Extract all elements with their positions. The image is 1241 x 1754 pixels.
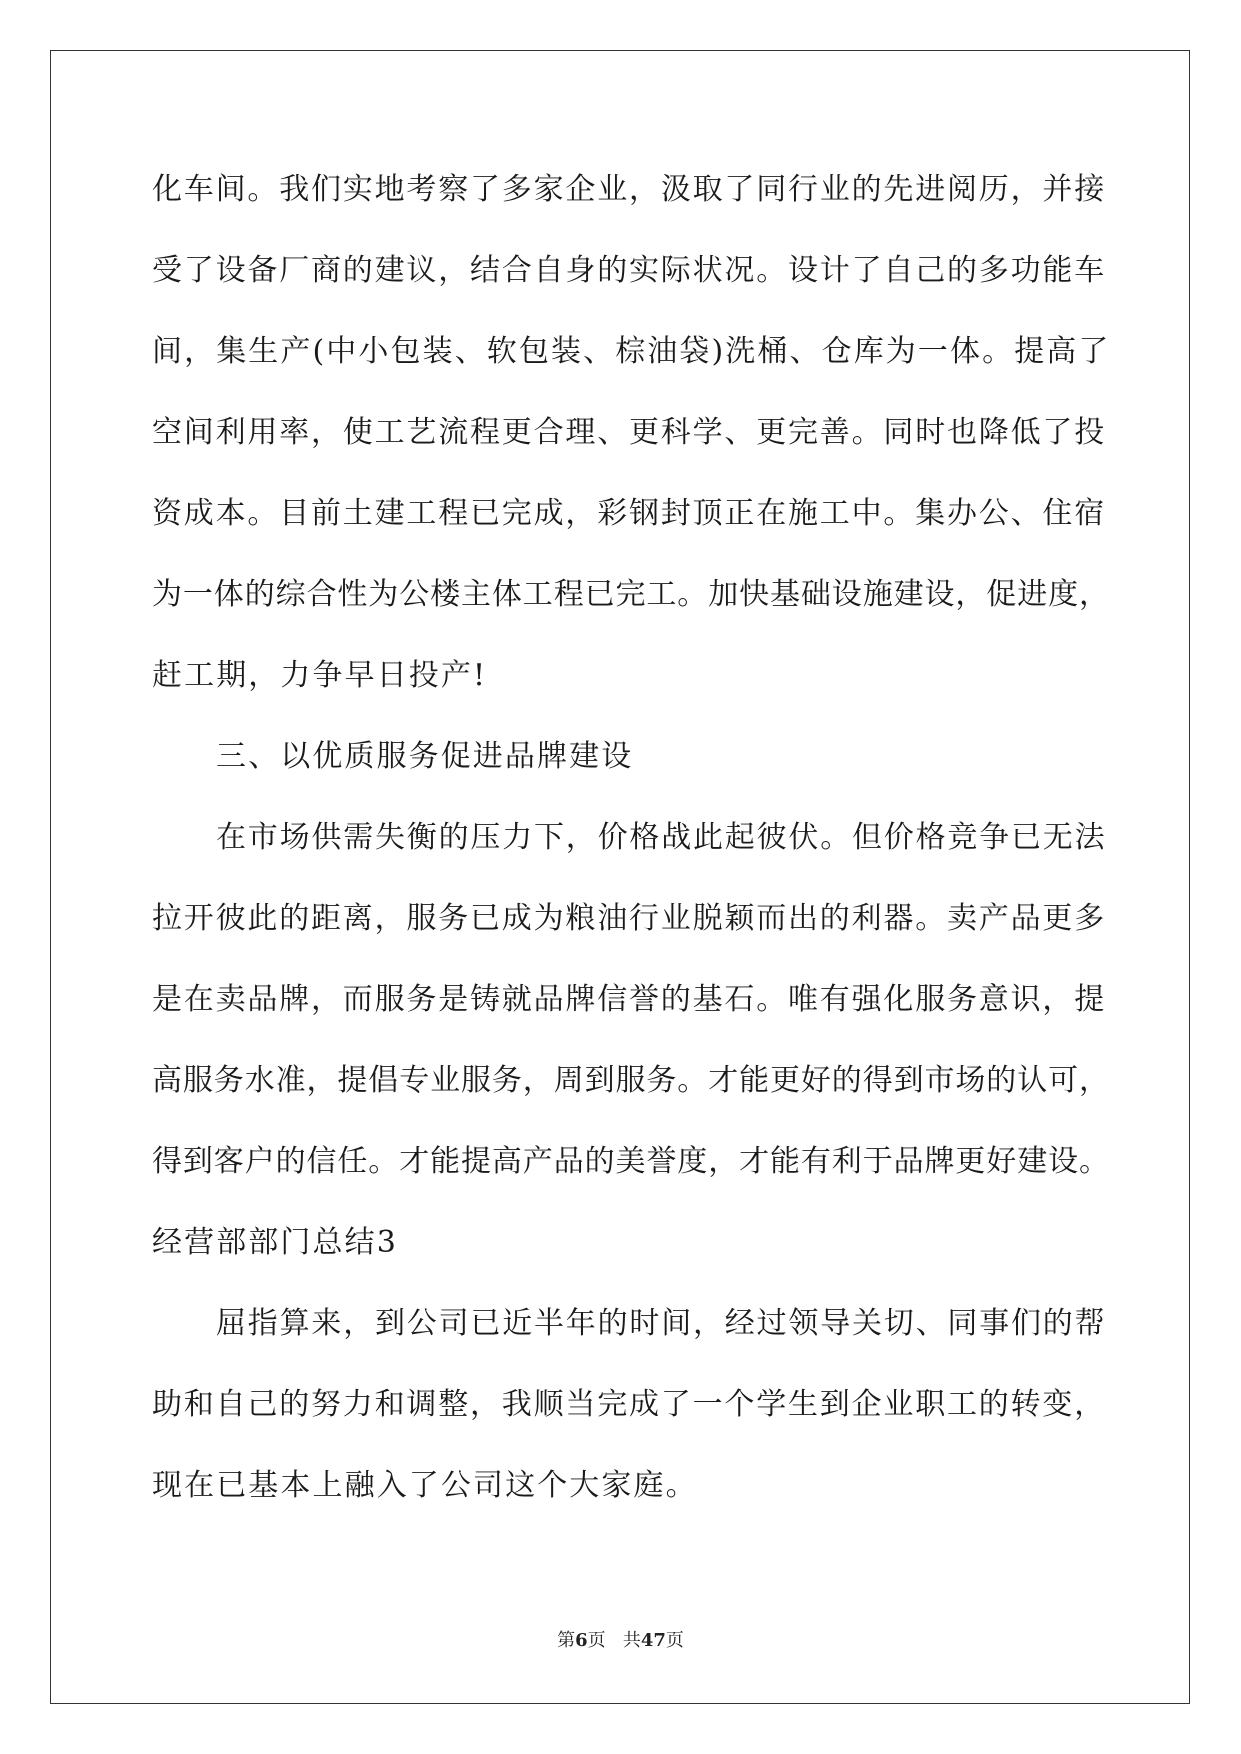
- text-line: 资成本。目前土建工程已完成，彩钢封顶正在施工中。集办公、住宿: [152, 496, 1106, 531]
- text-line: 屈指算来，到公司已近半年的时间，经过领导关切、同事们的帮: [216, 1306, 1107, 1341]
- text-line: 在市场供需失衡的压力下，价格战此起彼伏。但价格竞争已无法: [216, 820, 1107, 855]
- footer-total-prefix: 共: [622, 1630, 641, 1651]
- footer-page-number: 6: [575, 1630, 588, 1651]
- text-line: 高服务水准，提倡专业服务，周到服务。才能更好的得到市场的认可，: [152, 1063, 1110, 1098]
- text-line: 是在卖品牌，而服务是铸就品牌信誉的基石。唯有强化服务意识，提: [152, 982, 1106, 1017]
- footer-page-prefix: 第: [557, 1630, 576, 1651]
- document-body: [152, 160, 1112, 1537]
- page-footer: [0, 1626, 1241, 1652]
- text-line: 化车间。我们实地考察了多家企业，汲取了同行业的先进阅历，并接: [152, 172, 1106, 207]
- text-line: 受了设备厂商的建议，结合自身的实际状况。设计了自己的多功能车: [152, 253, 1106, 288]
- text-line: 为一体的综合性为公楼主体工程已完工。加快基础设施建设，促进度，: [152, 577, 1110, 612]
- text-line: 助和自己的努力和调整，我顺当完成了一个学生到企业职工的转变，: [152, 1387, 1106, 1422]
- footer-total-pages: 47: [640, 1630, 666, 1651]
- text-line: 空间利用率，使工艺流程更合理、更科学、更完善。同时也降低了投: [152, 415, 1106, 450]
- text-line: 三、以优质服务促进品牌建设: [216, 739, 634, 774]
- text-line: 赶工期，力争早日投产!: [152, 658, 488, 693]
- text-line: 得到客户的信任。才能提高产品的美誉度，才能有利于品牌更好建设。: [152, 1144, 1110, 1179]
- text-line: 经营部部门总结3: [152, 1225, 398, 1260]
- footer-page-suffix: 页: [587, 1630, 606, 1651]
- text-line: 拉开彼此的距离，服务已成为粮油行业脱颖而出的利器。卖产品更多: [152, 901, 1106, 936]
- text-line: 间，集生产(中小包装、软包装、棕油袋)洗桶、仓库为一体。提高了: [152, 334, 1111, 369]
- footer-total-suffix: 页: [665, 1630, 684, 1651]
- text-line: 现在已基本上融入了公司这个大家庭。: [152, 1468, 698, 1503]
